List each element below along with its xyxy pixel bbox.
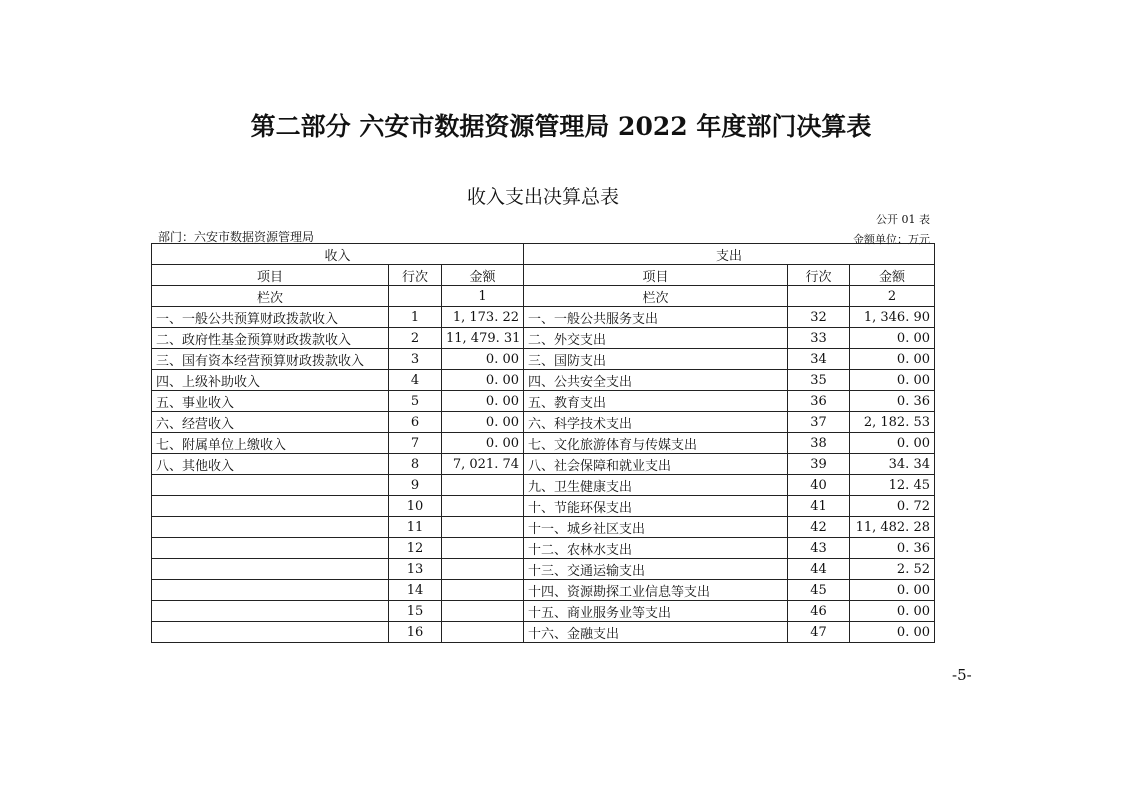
expense-amount-cell: 0. 00 <box>850 580 935 601</box>
income-row-no-cell: 10 <box>389 496 442 517</box>
income-row-no-cell: 9 <box>389 475 442 496</box>
income-item-cell <box>152 538 389 559</box>
income-amount-cell <box>442 622 524 643</box>
income-col-index: 1 <box>442 286 524 307</box>
page-number: -5- <box>952 666 972 684</box>
expense-row-no-cell: 42 <box>788 517 850 538</box>
income-section-header: 收入 <box>152 244 524 265</box>
expense-amount-cell: 34. 34 <box>850 454 935 475</box>
table-row <box>152 307 935 328</box>
expense-amount-cell: 0. 36 <box>850 391 935 412</box>
expense-col-label: 栏次 <box>524 286 788 307</box>
expense-item-cell: 十四、资源勘探工业信息等支出 <box>524 580 788 601</box>
amount-unit: 金额单位：万元 <box>853 233 930 246</box>
income-row-no-cell: 12 <box>389 538 442 559</box>
income-item-cell <box>152 517 389 538</box>
income-row-no-cell: 5 <box>389 391 442 412</box>
income-row-no-cell: 15 <box>389 601 442 622</box>
expense-amount-cell: 12. 45 <box>850 475 935 496</box>
expense-item-cell: 十三、交通运输支出 <box>524 559 788 580</box>
expense-item-cell: 十二、农林水支出 <box>524 538 788 559</box>
expense-item-cell: 三、国防支出 <box>524 349 788 370</box>
income-row-no-cell: 3 <box>389 349 442 370</box>
expense-amount-cell: 0. 36 <box>850 538 935 559</box>
table-row <box>152 475 935 496</box>
expense-amount-cell: 11, 482. 28 <box>850 517 935 538</box>
income-amount-cell <box>442 517 524 538</box>
budget-table <box>151 243 935 643</box>
table-row <box>152 454 935 475</box>
expense-row-no-cell: 34 <box>788 349 850 370</box>
expense-amount-cell: 0. 72 <box>850 496 935 517</box>
income-amount-cell <box>442 559 524 580</box>
expense-item-cell: 十、节能环保支出 <box>524 496 788 517</box>
table-row <box>152 580 935 601</box>
income-item-cell: 六、经营收入 <box>152 412 389 433</box>
income-item-cell <box>152 475 389 496</box>
expense-item-cell: 二、外交支出 <box>524 328 788 349</box>
section-header-row <box>152 244 935 265</box>
expense-item-cell: 七、文化旅游体育与传媒支出 <box>524 433 788 454</box>
income-amount-cell <box>442 496 524 517</box>
expense-row-no-cell: 43 <box>788 538 850 559</box>
income-row-no-cell: 11 <box>389 517 442 538</box>
income-item-cell: 四、上级补助收入 <box>152 370 389 391</box>
table-row <box>152 391 935 412</box>
expense-amount-cell: 2. 52 <box>850 559 935 580</box>
income-row-no-cell: 13 <box>389 559 442 580</box>
income-amount-cell: 0. 00 <box>442 391 524 412</box>
income-item-cell: 七、附属单位上缴收入 <box>152 433 389 454</box>
expense-item-cell: 九、卫生健康支出 <box>524 475 788 496</box>
expense-row-no-cell: 36 <box>788 391 850 412</box>
expense-row-no-header: 行次 <box>788 265 850 286</box>
income-amount-cell: 1, 173. 22 <box>442 307 524 328</box>
expense-row-no-cell: 32 <box>788 307 850 328</box>
expense-amount-cell: 1, 346. 90 <box>850 307 935 328</box>
table-row <box>152 538 935 559</box>
expense-row-no-cell: 33 <box>788 328 850 349</box>
expense-row-no-cell: 38 <box>788 433 850 454</box>
income-row-no-cell: 6 <box>389 412 442 433</box>
income-amount-cell: 0. 00 <box>442 412 524 433</box>
income-amount-cell: 0. 00 <box>442 433 524 454</box>
expense-amount-cell: 0. 00 <box>850 328 935 349</box>
income-item-cell <box>152 601 389 622</box>
income-item-cell <box>152 496 389 517</box>
table-row <box>152 412 935 433</box>
table-row <box>152 496 935 517</box>
expense-item-cell: 八、社会保障和就业支出 <box>524 454 788 475</box>
income-item-cell: 一、一般公共预算财政拨款收入 <box>152 307 389 328</box>
expense-row-no-cell: 41 <box>788 496 850 517</box>
income-item-cell <box>152 580 389 601</box>
expense-row-no-cell: 47 <box>788 622 850 643</box>
income-amount-cell <box>442 601 524 622</box>
table-row <box>152 622 935 643</box>
income-row-no-cell: 8 <box>389 454 442 475</box>
table-row <box>152 559 935 580</box>
expense-amount-cell: 0. 00 <box>850 601 935 622</box>
income-row-no-header: 行次 <box>389 265 442 286</box>
expense-section-header: 支出 <box>524 244 935 265</box>
income-amount-cell <box>442 538 524 559</box>
expense-item-cell: 十五、商业服务业等支出 <box>524 601 788 622</box>
expense-amount-header: 金额 <box>850 265 935 286</box>
expense-amount-cell: 0. 00 <box>850 622 935 643</box>
expense-col-blank <box>788 286 850 307</box>
expense-amount-cell: 0. 00 <box>850 433 935 454</box>
income-item-cell: 五、事业收入 <box>152 391 389 412</box>
income-item-cell: 二、政府性基金预算财政拨款收入 <box>152 328 389 349</box>
income-row-no-cell: 4 <box>389 370 442 391</box>
column-index-row <box>152 286 935 307</box>
expense-item-cell: 六、科学技术支出 <box>524 412 788 433</box>
expense-item-cell: 十六、金融支出 <box>524 622 788 643</box>
expense-row-no-cell: 46 <box>788 601 850 622</box>
form-number: 公开 01 表 <box>876 213 930 226</box>
table-row <box>152 328 935 349</box>
income-row-no-cell: 1 <box>389 307 442 328</box>
income-row-no-cell: 2 <box>389 328 442 349</box>
income-row-no-cell: 7 <box>389 433 442 454</box>
income-item-cell: 八、其他收入 <box>152 454 389 475</box>
table-row <box>152 370 935 391</box>
income-item-header: 项目 <box>152 265 389 286</box>
expense-row-no-cell: 35 <box>788 370 850 391</box>
expense-amount-cell: 2, 182. 53 <box>850 412 935 433</box>
income-amount-cell: 7, 021. 74 <box>442 454 524 475</box>
table-row <box>152 601 935 622</box>
expense-row-no-cell: 45 <box>788 580 850 601</box>
table-row <box>152 433 935 454</box>
income-amount-cell <box>442 580 524 601</box>
expense-amount-cell: 0. 00 <box>850 349 935 370</box>
income-amount-cell: 11, 479. 31 <box>442 328 524 349</box>
expense-amount-cell: 0. 00 <box>850 370 935 391</box>
expense-row-no-cell: 44 <box>788 559 850 580</box>
income-item-cell <box>152 622 389 643</box>
table-row <box>152 349 935 370</box>
expense-row-no-cell: 39 <box>788 454 850 475</box>
income-item-cell <box>152 559 389 580</box>
income-amount-cell: 0. 00 <box>442 349 524 370</box>
expense-item-cell: 一、一般公共服务支出 <box>524 307 788 328</box>
expense-item-cell: 五、教育支出 <box>524 391 788 412</box>
expense-row-no-cell: 40 <box>788 475 850 496</box>
department-label: 部门：六安市数据资源管理局 <box>158 230 315 244</box>
expense-item-cell: 十一、城乡社区支出 <box>524 517 788 538</box>
income-amount-cell: 0. 00 <box>442 370 524 391</box>
income-row-no-cell: 16 <box>389 622 442 643</box>
table-row <box>152 517 935 538</box>
expense-col-index: 2 <box>850 286 935 307</box>
income-item-cell: 三、国有资本经营预算财政拨款收入 <box>152 349 389 370</box>
income-col-label: 栏次 <box>152 286 389 307</box>
column-header-row <box>152 265 935 286</box>
page-title: 第二部分 六安市数据资源管理局 2022 年度部门决算表 <box>250 112 872 141</box>
expense-item-header: 项目 <box>524 265 788 286</box>
expense-row-no-cell: 37 <box>788 412 850 433</box>
expense-item-cell: 四、公共安全支出 <box>524 370 788 391</box>
income-col-blank <box>389 286 442 307</box>
income-amount-cell <box>442 475 524 496</box>
income-amount-header: 金额 <box>442 265 524 286</box>
income-row-no-cell: 14 <box>389 580 442 601</box>
table-subtitle: 收入支出决算总表 <box>466 186 619 208</box>
